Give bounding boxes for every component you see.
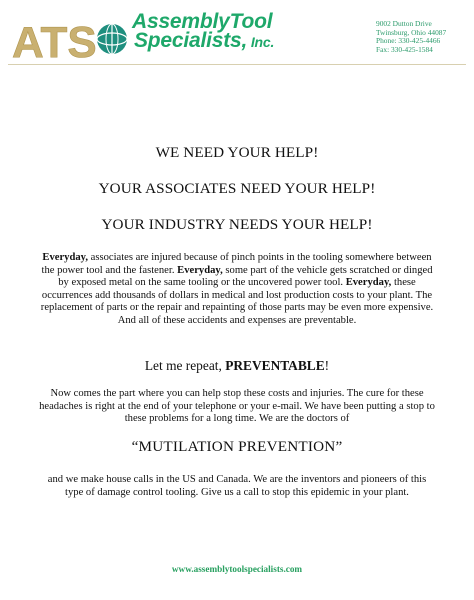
paragraph-help-stop: Now comes the part where you can help stop these costs and injuries. The cure for these headaches is right at the end of your telephone or your e-mail. We have been putting a stop to these problems for a long time. We are the doctors of [39,388,435,425]
everyday-bold-1: Everyday, [42,252,88,263]
paragraph-everyday-text-2: some part of the vehicle gets scratched or dinged by exposed metal on the same tooling or the uncovered power tool. [58,264,433,289]
paragraph-everyday-text-1: associates are injured because of pinch points in the tooling somewhere between the power tool and the fastener. [41,252,432,276]
logo-text: ATS [12,18,97,62]
paragraph-house-calls: and we make house calls in the US and Canada. We are the inventors and pioneers of this type of damage control tooling. Give us a call to stop this epidemic in your plant. [47,474,427,498]
address-fax: Fax: 330-425-1584 [376,44,433,54]
heading-industry-needs-help: YOUR INDUSTRY NEEDS YOUR HELP! [101,216,373,233]
company-address [376,20,472,54]
repeat-suffix: ! [324,358,330,373]
repeat-line [0,358,474,374]
ats-logo [12,14,128,62]
heading-associates-need-help: YOUR ASSOCIATES NEED YOUR HELP! [98,180,376,197]
repeat-prefix: Let me repeat, [144,358,226,373]
everyday-bold-2: Everyday, [177,264,223,276]
paragraph-everyday [38,252,436,328]
company-name [132,12,352,52]
website-link[interactable]: www.assemblytoolspecialists.com [171,564,303,574]
address-phone: Phone: 330-425-4466 [376,36,441,46]
letterhead-divider [8,64,466,65]
company-name-line2: Specialists, [134,29,248,52]
company-inc: Inc. [247,34,275,50]
mutilation-prevention-heading: “MUTILATION PREVENTION” [131,438,343,455]
letterhead [0,0,474,70]
address-city: Twinsburg, Ohio 44087 [376,27,447,37]
paragraph-everyday-text-3: these occurrences add thousands of dollars in medical and lost production costs to your plant. The replacement of parts or the repair and repainting of those parts may be even more expensive. And all of these accidents and expenses are preventable. [40,277,434,326]
preventable-emphasis: PREVENTABLE [225,358,325,373]
company-name-line1: AssemblyTool [132,10,273,33]
everyday-bold-3: Everyday, [345,277,392,289]
heading-we-need-help: WE NEED YOUR HELP! [155,144,319,161]
address-street: 9002 Dutton Drive [376,19,432,28]
